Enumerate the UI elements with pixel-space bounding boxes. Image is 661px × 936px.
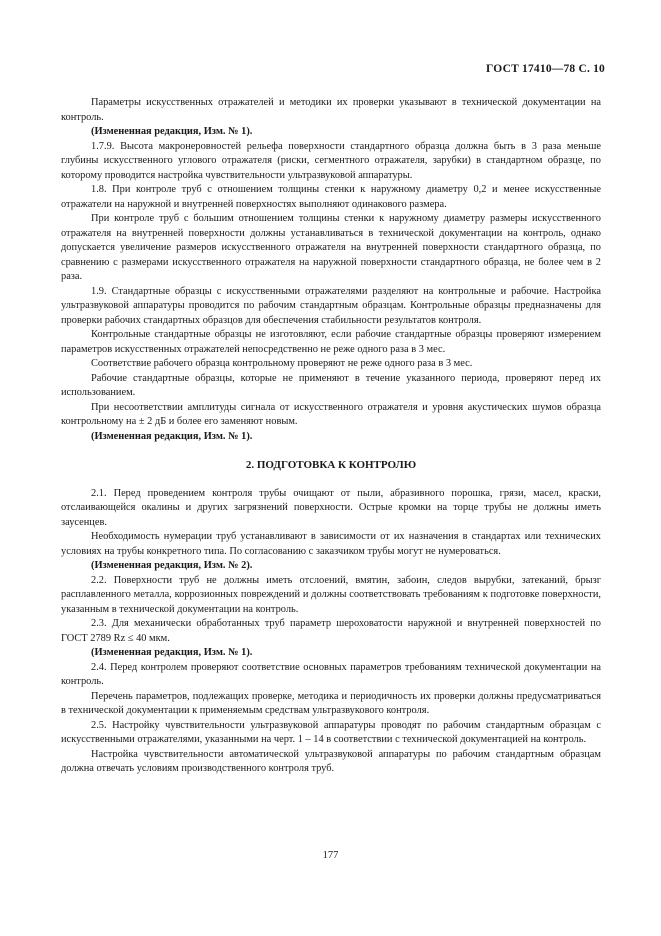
paragraph: 2.3. Для механически обработанных труб параметр шероховатости наружной и внутренней поверхностей по ГОСТ 2789 Rz ≤ 40 мкм. (61, 618, 601, 644)
paragraph: 1.8. При контроле труб с отношением толщины стенки к наружному диаметру 0,2 и менее искусственные отражатели на наружной и внутренней поверхностях выполняют одинакового размера. (61, 184, 601, 210)
paragraph: При контроле труб с большим отношением толщины стенки к наружному диаметру размеры искусственного отражателя на внутренней поверхности должны устанавливаться в технической документации на контроль, однако допускается увеличение размеров искусственного отражателя на внутренней поверхности стандартного образца, по сравнению с размерами искусственного отражателя на наружной поверхности стандартного образца, не более чем в 2 раза. (61, 213, 601, 282)
section-title: 2. ПОДГОТОВКА К КОНТРОЛЮ (245, 459, 417, 471)
paragraph: 2.4. Перед контролем проверяют соответствие основных параметров требованиям технической документации на контроль. (61, 661, 601, 687)
amendment-note: (Измененная редакция, Изм. № 2). (91, 560, 253, 571)
paragraph: Настройка чувствительности автоматической ультразвуковой аппаратуры по рабочим стандартным образцам должна отвечать условиям производственного контроля труб. (61, 748, 601, 774)
page-header: ГОСТ 17410—78 С. 10 (486, 63, 605, 75)
paragraph: 2.1. Перед проведением контроля трубы очищают от пыли, абразивного порошка, грязи, масел, краски, отслаивающейся окалины и других загрязнений поверхности. Острые кромки на торце трубы не должны иметь заусенцев. (61, 487, 601, 528)
amendment-note: (Измененная редакция, Изм. № 1). (91, 430, 253, 442)
paragraph: 2.5. Настройку чувствительности ультразвуковой аппаратуры проводят по рабочим стандартным образцам с искусственными отражателями, указанными на черт. 1 – 14 в соответствии с технической документацией на контроль. (61, 719, 601, 745)
paragraph: 2.2. Поверхности труб не должны иметь отслоений, вмятин, забоин, следов вырубки, затеканий, брызг расплавленного металла, коррозионных повреждений и должны соответствовать требованиям к подготовке поверхности, указанным в технической документации на контроль. (61, 574, 601, 615)
paragraph: Соответствие рабочего образца контрольному проверяют не реже одного раза в 3 мес. (91, 358, 473, 369)
paragraph: Параметры искусственных отражателей и методики их проверки указывают в технической документации на контроль. (61, 97, 601, 123)
paragraph: 1.9. Стандартные образцы с искусственными отражателями разделяют на контрольные и рабочие. Настройка ультразвуковой аппаратуры проводится по рабочим стандартным образцам. Контрольные образцы предназначены для проверки рабочих стандартных образцов для обеспечения стабильности результатов контроля. (61, 285, 601, 326)
amendment-note: (Измененная редакция, Изм. № 1). (91, 647, 253, 658)
paragraph: Рабочие стандартные образцы, которые не применяют в течение указанного периода, проверяют перед их использованием. (61, 372, 601, 398)
body-text (61, 96, 601, 777)
paragraph: 1.7.9. Высота макронеровностей рельефа поверхности стандартного образца должна быть в 3 раза меньше глубины искусственного углового отражателя (риски, сегментного отражателя, зарубки) в стандартном образце, по которому проводится настройка чувствительности ультразвуковой аппаратуры. (61, 140, 601, 181)
paragraph: При несоответствии амплитуды сигнала от искусственного отражателя и уровня акустических шумов образца контрольному на ± 2 дБ и более его заменяют новым. (61, 401, 601, 427)
page-number: 177 (322, 850, 339, 861)
paragraph-group-2 (61, 487, 601, 777)
paragraph: Контрольные стандартные образцы не изготовляют, если рабочие стандартные образцы проверяют измерением параметров искусственных отражателей непосредственно не реже одного раза в 3 мес. (61, 329, 601, 355)
paragraph-group-1 (61, 96, 601, 444)
paragraph: Перечень параметров, подлежащих проверке, методика и периодичность их проверки должны предусматриваться в технической документации к применяемым средствам ультразвукового контроля. (61, 690, 601, 716)
amendment-note: (Измененная редакция, Изм. № 1). (91, 126, 253, 137)
paragraph: Необходимость нумерации труб устанавливают в зависимости от их назначения в стандартах или технических условиях на трубы конкретного типа. По согласованию с заказчиком трубы могут не нумероваться. (61, 531, 601, 557)
